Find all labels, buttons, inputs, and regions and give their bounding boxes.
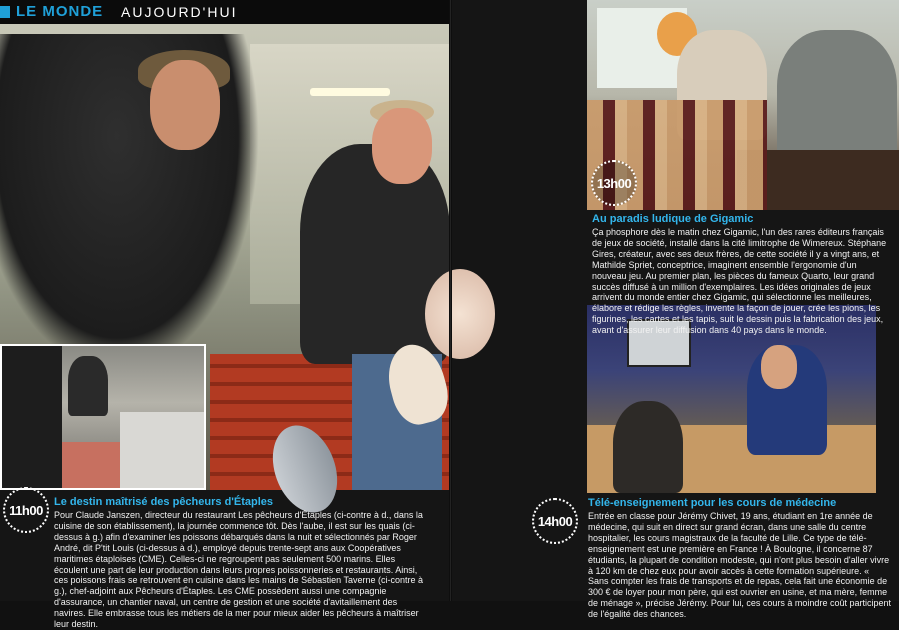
game-designer-figure [777,30,897,170]
fishermen-caption [54,496,424,630]
fishermen-title: Le destin maîtrisé des pêcheurs d'Étaples [54,496,274,508]
time-badge-gigamic: 13h00 [591,160,637,206]
chef-figure [2,346,62,488]
director-face [150,60,220,150]
flatfish-large [425,269,495,359]
lecture-body: Entrée en classe pour Jérémy Chivet, 19 ans, étudiant en 1re année de médecine, qui suit en direct sur grand écran, dans une salle du centre hospitalier, les cours magistraux de la faculté de Lille. Ce type de télé-enseignement est une première en France ! À Boulogne, il concerne 87 étudiants, la plupart de condition modeste, qui n'ont plus besoin d'aller vivre à 120 km de chez eux pour avoir accès à cette formation supérieure. « Sans compter les frais de transports et de repas, cela fait une économie de 300 € de loyer pour mon père, qui est ouvrier en usine, et ma mère, femme de ménage », précise Jérémy. Pour lui, ces cours à moindre coût participent de l'égalité des chances. [588,511,891,620]
student-face [761,345,797,389]
ceiling-lamp [310,88,390,96]
time-badge-fishermen: 11h00 [3,487,49,533]
lecture-caption [588,497,891,620]
page-gutter [449,0,452,601]
time-badge-lecture: 14h00 [532,498,578,544]
section-header [0,0,449,24]
header-title-rest: AUJOURD'HUI [121,4,238,20]
gigamic-caption [592,213,888,336]
director-in-kitchen-figure [68,356,108,416]
fish-tray [120,412,204,488]
gigamic-title: Au paradis ludique de Gigamic [592,213,754,225]
gigamic-body: Ça phosphore dès le matin chez Gigamic, l'un des rares éditeurs français de jeux de société, installé dans la cité limitrophe de Wimereux. Stéphane Gires, créateur, avec ses deux frères, de cette société il y a vingt ans, et Mathilde Spriet, conceptrice, imaginent ensemble l'ergonomie d'un nouveau jeu. Au premier plan, les pièces du fameux Quarto, leur grand succès diffusé à un million d'exemplaires. Les idées originales de jeux arrivent du monde entier chez Gigamic, qui sélectionne les meilleures, élabore et rédige les règles, invente la façon de jouer, crée les pions, les figurines, les cartes et les tapis, suit le dessin puis la fabrication des jeux, avant d'assurer leur diffusion dans 40 pays dans le monde. [592,227,887,336]
fish-seller-face [372,108,432,184]
student-foreground-figure [613,401,683,493]
lecture-title: Télé-enseignement pour les cours de médecine [588,497,837,509]
header-accent-bar [0,6,10,18]
kitchen-inset-photo [0,344,206,490]
header-title-accent: LE MONDE [16,3,104,20]
fishermen-body: Pour Claude Janszen, directeur du restaurant Les pêcheurs d'Étaples (ci-contre à d., dans la cuisine de son établissement), la journée commence tôt. Dès l'aube, il est sur les quais (ci-dessus à g.) afin d'examiner les poissons débarqués dans la nuit et sélectionnés par Roger André, dit P'tit Louis (ci-dessus à d.), employé depuis trente-sept ans aux Coopératives maritimes étaploises (CME). Celles-ci ne regroupent pas seulement 500 marins. Elles écoulent une part de leur production dans leurs propres poissonneries et restaurants. Ainsi, ces poissons frais se retrouvent en cuisine dans les mains de Sébastien Taverne (ci-contre à g.), chef-adjoint aux Pêcheurs d'Étaples. Les CME possèdent aussi une compagnie d'assurance, un chantier naval, un centre de gestion et une société d'avitaillement des navires. Elle embrasse tous les métiers de la mer pour mieux aider les pêcheurs à maîtriser leur destin. [54,510,424,630]
